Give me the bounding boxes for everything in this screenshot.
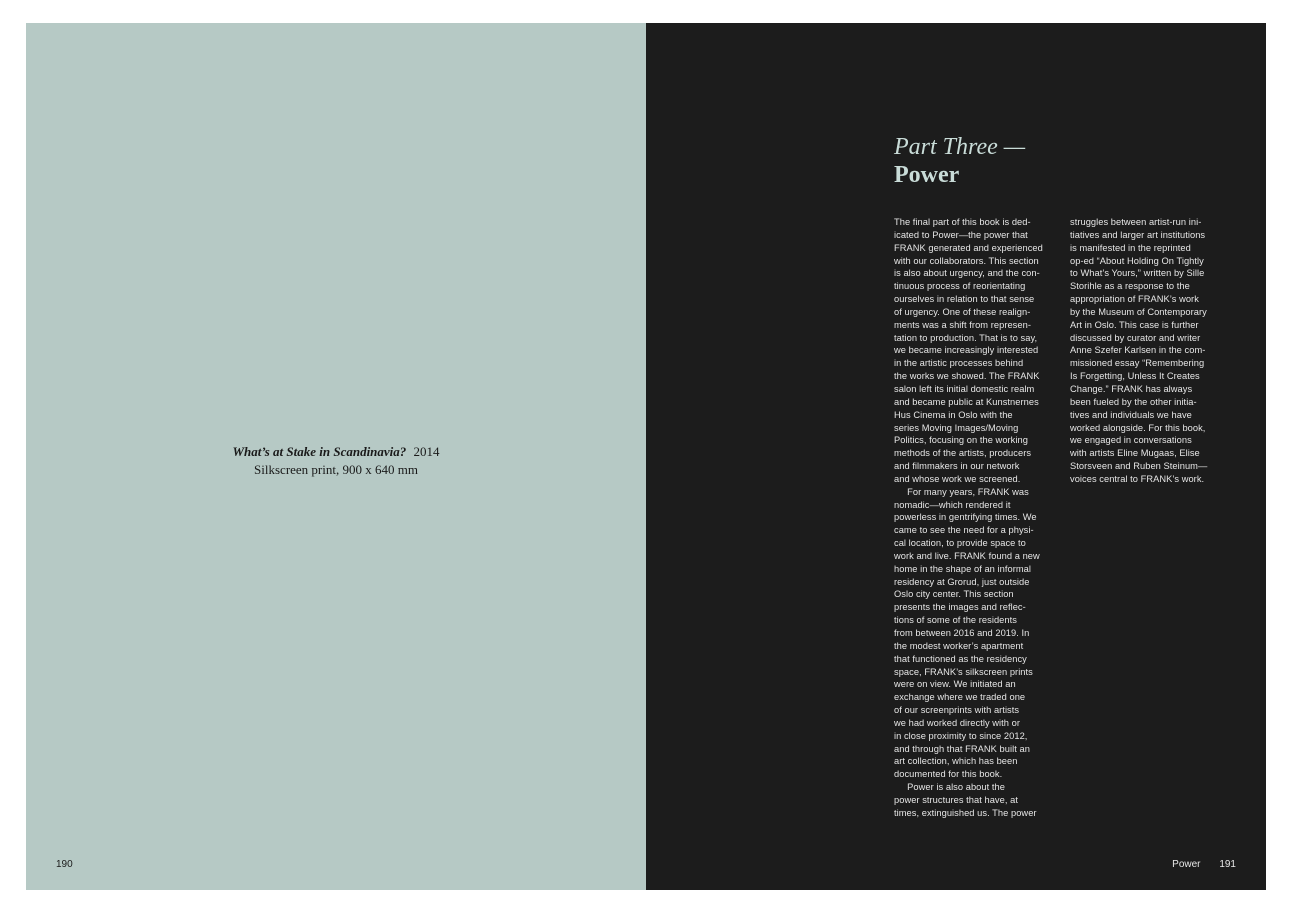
text-line: voices central to FRANK’s work. xyxy=(1070,473,1205,484)
caption-year: 2014 xyxy=(413,444,440,459)
text-line: work and live. FRANK found a new xyxy=(894,550,1040,561)
text-line: and filmmakers in our network xyxy=(894,461,1020,472)
text-line: in close proximity to since 2012, xyxy=(894,730,1028,741)
left-page xyxy=(26,23,646,890)
text-line: For many years, FRANK was xyxy=(894,486,1029,497)
text-line: been fueled by the other initia- xyxy=(1070,396,1197,407)
text-line: with our collaborators. This section xyxy=(894,255,1039,266)
text-line: tives and individuals we have xyxy=(1070,409,1192,420)
text-line: salon left its initial domestic realm xyxy=(894,383,1035,394)
text-line: powerless in gentrifying times. We xyxy=(894,512,1037,523)
text-line: were on view. We initiated an xyxy=(894,679,1016,690)
text-line: FRANK generated and experienced xyxy=(894,242,1043,253)
text-line: Is Forgetting, Unless It Creates xyxy=(1070,371,1200,382)
text-line: with artists Eline Mugaas, Elise xyxy=(1070,448,1200,459)
caption-title: What’s at Stake in Scandinavia? xyxy=(232,444,407,459)
text-line: Storsveen and Ruben Steinum— xyxy=(1070,461,1208,472)
text-line: appropriation of FRANK’s work xyxy=(1070,294,1199,305)
text-line: series Moving Images/Moving xyxy=(894,422,1019,433)
text-line: documented for this book. xyxy=(894,769,1003,780)
heading-title: Power xyxy=(894,162,960,188)
page-number-right: 191 xyxy=(1219,859,1236,870)
text-line: is manifested in the reprinted xyxy=(1070,242,1191,253)
text-line: discussed by curator and writer xyxy=(1070,332,1201,343)
text-line: methods of the artists, producers xyxy=(894,448,1032,459)
section-heading xyxy=(894,133,1025,189)
text-line: Art in Oslo. This case is further xyxy=(1070,319,1199,330)
folio-right xyxy=(1172,859,1236,870)
text-line: worked alongside. For this book, xyxy=(1070,422,1206,433)
text-line: that functioned as the residency xyxy=(894,653,1027,664)
text-line: Storihle as a response to the xyxy=(1070,281,1190,292)
text-line: op-ed “About Holding On Tightly xyxy=(1070,255,1204,266)
text-line: ments was a shift from represen- xyxy=(894,319,1031,330)
text-line: of our screenprints with artists xyxy=(894,705,1020,716)
text-line: Change.” FRANK has always xyxy=(1070,383,1193,394)
text-line: presents the images and reflec- xyxy=(894,602,1026,613)
text-line: Power is also about the xyxy=(894,782,1005,793)
text-line: we engaged in conversations xyxy=(1070,435,1192,446)
text-line: tinuous process of reorientating xyxy=(894,281,1026,292)
text-line: by the Museum of Contemporary xyxy=(1070,306,1207,317)
artwork-caption xyxy=(26,443,646,479)
text-line: struggles between artist-run ini- xyxy=(1070,217,1202,227)
text-line: Hus Cinema in Oslo with the xyxy=(894,409,1013,420)
text-line: tation to production. That is to say, xyxy=(894,332,1038,343)
text-line: is also about urgency, and the con- xyxy=(894,268,1040,279)
text-line: of urgency. One of these realign- xyxy=(894,306,1031,317)
text-line: and whose work we screened. xyxy=(894,473,1021,484)
text-line: and through that FRANK built an xyxy=(894,743,1030,754)
text-line: to What’s Yours,” written by Sille xyxy=(1070,268,1205,279)
text-column-1 xyxy=(894,216,1062,820)
text-line: Politics, focusing on the working xyxy=(894,435,1028,446)
text-line: Anne Szefer Karlsen in the com- xyxy=(1070,345,1206,356)
text-line: came to see the need for a physi- xyxy=(894,525,1034,536)
text-line: Oslo city center. This section xyxy=(894,589,1014,600)
page-number-left: 190 xyxy=(56,859,73,870)
text-line: and became public at Kunstnernes xyxy=(894,396,1039,407)
text-line: art collection, which has been xyxy=(894,756,1018,767)
text-line: times, extinguished us. The power xyxy=(894,807,1037,818)
text-line: power structures that have, at xyxy=(894,794,1018,805)
text-line: missioned essay “Remembering xyxy=(1070,358,1205,369)
text-line: home in the shape of an informal xyxy=(894,563,1032,574)
text-line: the modest worker’s apartment xyxy=(894,640,1024,651)
heading-part: Part Three — xyxy=(894,134,1026,160)
text-line: from between 2016 and 2019. In xyxy=(894,628,1030,638)
caption-medium: Silkscreen print, 900 x 640 mm xyxy=(254,462,418,477)
running-head: Power xyxy=(1172,859,1201,870)
text-line: ourselves in relation to that sense xyxy=(894,294,1035,305)
text-column-2 xyxy=(1070,216,1238,486)
text-line: cal location, to provide space to xyxy=(894,538,1026,549)
text-line: tiatives and larger art institutions xyxy=(1070,229,1206,240)
text-line: the works we showed. The FRANK xyxy=(894,371,1040,382)
caption-title-line xyxy=(26,443,646,461)
text-line: exchange where we traded one xyxy=(894,692,1026,703)
text-line: space, FRANK’s silkscreen prints xyxy=(894,666,1033,677)
right-page xyxy=(646,23,1266,890)
text-line: icated to Power—the power that xyxy=(894,229,1028,240)
text-line: nomadic—which rendered it xyxy=(894,499,1011,510)
book-spread xyxy=(26,23,1266,890)
text-line: we had worked directly with or xyxy=(894,717,1021,728)
text-line: residency at Grorud, just outside xyxy=(894,576,1030,587)
text-line: The final part of this book is ded- xyxy=(894,217,1031,227)
text-line: tions of some of the residents xyxy=(894,615,1017,626)
text-line: in the artistic processes behind xyxy=(894,358,1024,369)
text-line: we became increasingly interested xyxy=(894,345,1039,356)
